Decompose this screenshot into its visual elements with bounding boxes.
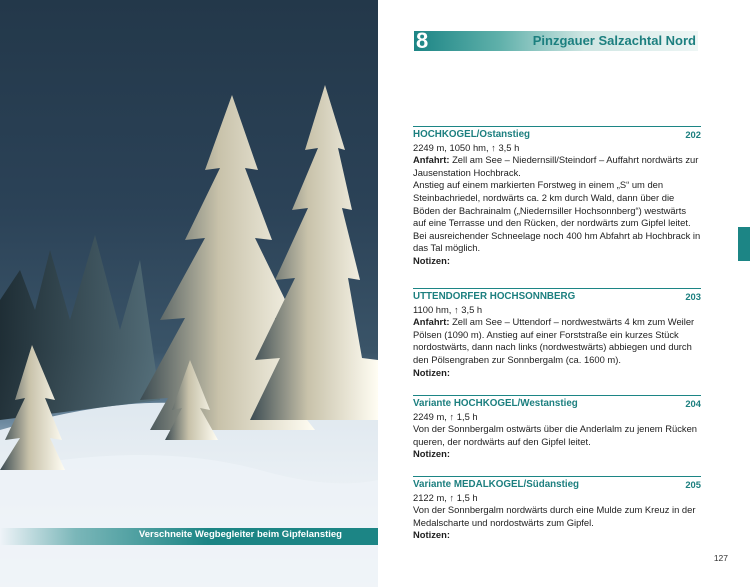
chapter-number: 8 bbox=[416, 28, 429, 53]
photo-caption: Verschneite Wegbegleiter beim Gipfelanstieg bbox=[138, 529, 342, 540]
notes-label: Notizen: bbox=[413, 529, 450, 541]
route-stats: 2249 m, ↑ 1,5 h bbox=[413, 410, 478, 422]
route-entry-202 bbox=[413, 126, 701, 268]
route-stats: 1100 hm, ↑ 3,5 h bbox=[413, 303, 483, 315]
notes-label: Notizen: bbox=[413, 366, 450, 378]
route-entry-205 bbox=[413, 476, 701, 542]
approach-text: Zell am See – Niedernsill/Steindorf – Auffahrt nordwärts zur Jausenstation Hochbrack. bbox=[413, 154, 699, 178]
route-approach bbox=[413, 154, 701, 179]
route-description: Von der Sonnbergalm nordwärts durch eine Mulde zum Kreuz in der Medalscharte und nordostwärts zum Gipfel. bbox=[413, 504, 696, 528]
route-title: Variante HOCHKOGEL/Westanstieg bbox=[413, 398, 578, 409]
route-number: 205 bbox=[685, 479, 701, 490]
approach-label: Anfahrt: bbox=[413, 316, 450, 328]
route-stats: 2122 m, ↑ 1,5 h bbox=[413, 491, 478, 503]
text-page bbox=[378, 0, 750, 587]
route-number: 202 bbox=[685, 129, 701, 140]
route-approach bbox=[413, 316, 701, 366]
photo-caption-bar bbox=[0, 528, 378, 545]
approach-text: Zell am See – Uttendorf – nordwestwärts 4 km zum Weiler Pölsen (1090 m). Anstieg auf einer Forststraße ein kurzes Stück nordostwärts, dann nach links (nordwestwärts) abbiegen und durch den Pölsengraben zur Sonnbergalm (ca. 1600 m). bbox=[413, 316, 695, 365]
route-title: UTTENDORFER HOCHSONNBERG bbox=[413, 291, 576, 302]
route-entry-204 bbox=[413, 395, 701, 461]
route-entry-203 bbox=[413, 288, 701, 379]
approach-label: Anfahrt: bbox=[413, 154, 450, 166]
route-title: Variante MEDALKOGEL/Südanstieg bbox=[413, 479, 580, 490]
route-description: Von der Sonnbergalm ostwärts über die Anderlalm zu jenem Rücken queren, der nordwärts auf den Gipfel leitet. bbox=[413, 423, 698, 447]
chapter-header bbox=[414, 28, 698, 53]
notes-label: Notizen: bbox=[413, 448, 450, 460]
route-title: HOCHKOGEL/Ostanstieg bbox=[413, 129, 531, 140]
page-number: 127 bbox=[713, 553, 728, 563]
route-description: Anstieg auf einem markierten Forstweg in einem „S“ um den Steinbachriedel, nordwärts ca. 2 km durch Wald, dann über die Böden der Bachrainalm („Niedernsiller Hochsonnberg“) westwärts auf eine Terrasse und den Rücken, der nordwärts zum Gipfel leitet. Bei ausreichender Schneelage noch 400 hm Abfahrt ab Hochbrack in das Tal möglich. bbox=[413, 179, 701, 254]
chapter-title: Pinzgauer Salzachtal Nord bbox=[532, 33, 696, 48]
chapter-side-tab bbox=[738, 227, 750, 261]
route-stats: 2249 m, 1050 hm, ↑ 3,5 h bbox=[413, 141, 520, 153]
notes-label: Notizen: bbox=[413, 254, 450, 266]
route-number: 204 bbox=[685, 398, 701, 409]
route-number: 203 bbox=[685, 291, 701, 302]
